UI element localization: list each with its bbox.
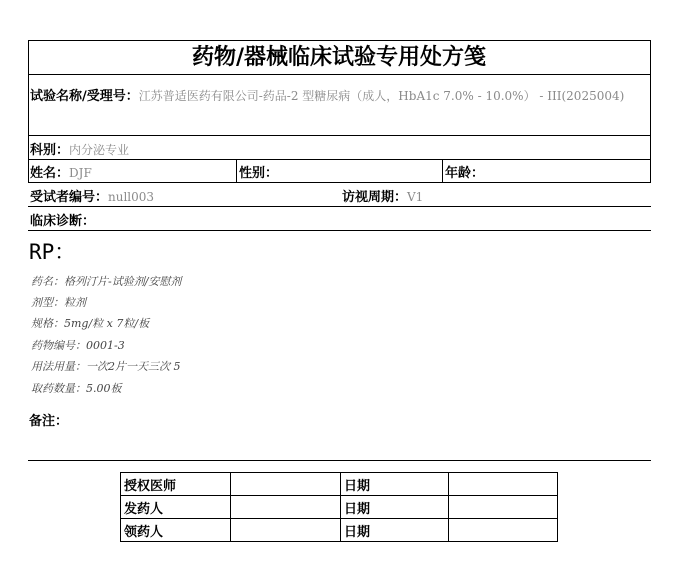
signature-name-field[interactable] bbox=[231, 496, 341, 519]
signature-date-field[interactable] bbox=[449, 473, 558, 496]
trial-info bbox=[30, 85, 646, 108]
drug-quantity: 取药数量：5.00板 bbox=[31, 382, 122, 395]
diagnosis-label: 临床诊断： bbox=[30, 214, 96, 229]
form-border-right bbox=[650, 40, 651, 182]
subject-id-value: null003 bbox=[108, 190, 155, 204]
remarks-label: 备注： bbox=[29, 414, 69, 429]
drug-name: 药名：格列汀片-试验剂/安慰剂 bbox=[31, 275, 182, 288]
title-divider bbox=[28, 74, 651, 75]
patient-divider bbox=[28, 182, 651, 183]
subject-id-row bbox=[30, 186, 154, 205]
signature-row bbox=[121, 519, 558, 542]
signature-date-field[interactable] bbox=[449, 496, 558, 519]
subject-divider bbox=[28, 206, 651, 207]
signature-date-label: 日期 bbox=[341, 519, 449, 542]
drug-usage: 用法用量：一次2片一天三次 5 bbox=[31, 360, 181, 373]
signature-date-label: 日期 bbox=[341, 496, 449, 519]
age-cell-divider bbox=[442, 159, 443, 182]
drug-form: 剂型：粒剂 bbox=[31, 296, 86, 309]
department-value: 内分泌专业 bbox=[69, 143, 130, 157]
signature-role: 授权医师 bbox=[121, 473, 231, 496]
department-label: 科别： bbox=[30, 143, 70, 158]
visit-value: V1 bbox=[407, 190, 424, 204]
subject-id-label: 受试者编号： bbox=[30, 190, 109, 205]
patient-gender-cell bbox=[239, 162, 278, 181]
diagnosis-divider bbox=[28, 230, 651, 231]
department-row bbox=[30, 139, 129, 158]
signature-row bbox=[121, 473, 558, 496]
visit-label: 访视周期： bbox=[342, 190, 408, 205]
signature-role: 领药人 bbox=[121, 519, 231, 542]
signature-date-field[interactable] bbox=[449, 519, 558, 542]
patient-age-label: 年龄： bbox=[445, 166, 485, 181]
signature-date-label: 日期 bbox=[341, 473, 449, 496]
patient-name-value: DJF bbox=[69, 166, 92, 180]
remarks-divider bbox=[28, 460, 651, 461]
gender-cell-divider bbox=[236, 159, 237, 182]
patient-age-cell bbox=[445, 162, 484, 181]
visit-row bbox=[342, 186, 423, 205]
department-divider bbox=[28, 159, 651, 160]
signature-role: 发药人 bbox=[121, 496, 231, 519]
patient-name-label: 姓名： bbox=[30, 166, 70, 181]
diagnosis-row bbox=[30, 210, 95, 229]
drug-code: 药物编号：0001-3 bbox=[31, 339, 125, 352]
trial-name-label: 试验名称/受理号： bbox=[30, 89, 139, 104]
page-title: 药物/器械临床试验专用处方笺 bbox=[191, 44, 487, 70]
patient-name-cell bbox=[30, 162, 92, 181]
rp-label: RP： bbox=[29, 240, 76, 264]
signature-row bbox=[121, 496, 558, 519]
signature-table bbox=[120, 472, 558, 542]
signature-name-field[interactable] bbox=[231, 473, 341, 496]
signature-name-field[interactable] bbox=[231, 519, 341, 542]
trial-divider bbox=[28, 135, 651, 136]
trial-name-value: 江苏普适医药有限公司-药品-2 型糖尿病（成人，HbA1c 7.0% - 10.0%） - III(2025004) bbox=[138, 89, 625, 103]
drug-spec: 规格：5mg/粒 x 7粒/板 bbox=[31, 317, 150, 330]
patient-gender-label: 性别： bbox=[239, 166, 279, 181]
